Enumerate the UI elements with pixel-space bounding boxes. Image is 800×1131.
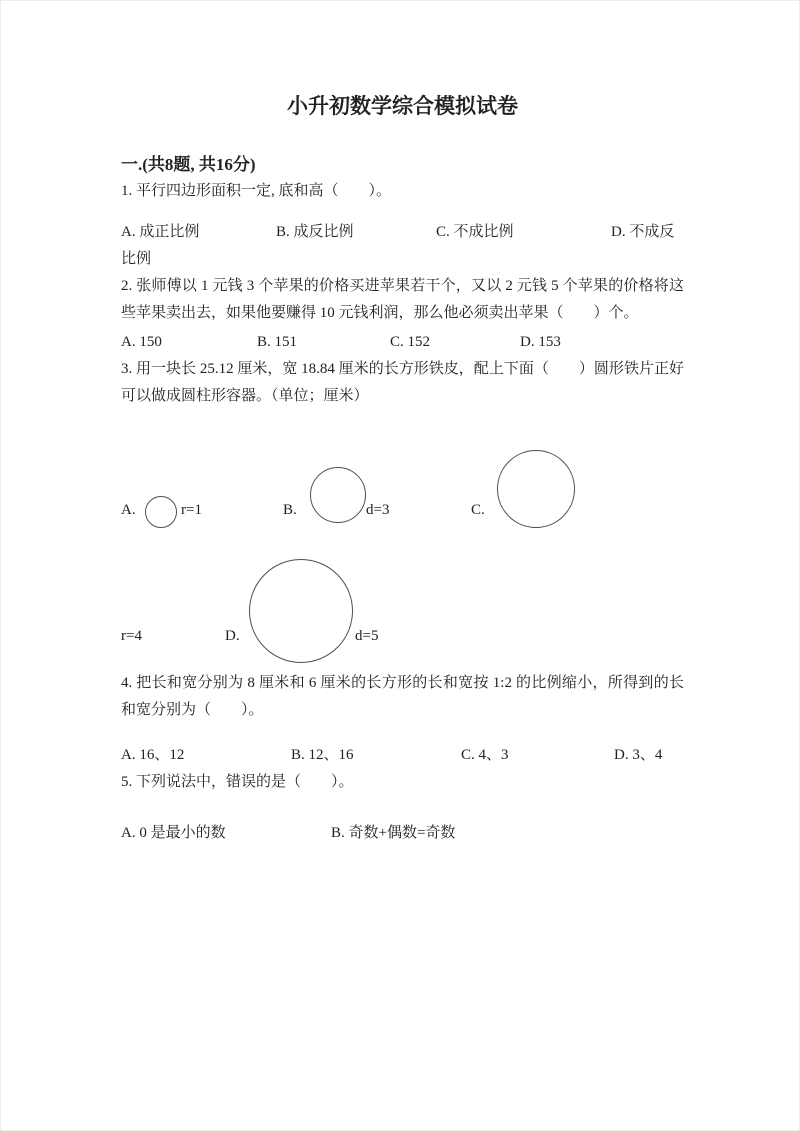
circle-b — [310, 467, 366, 523]
question-2-option-d: D. 153 — [520, 334, 561, 350]
question-5-text: 5. 下列说法中，错误的是（ ）。 — [121, 774, 354, 790]
circle-b-diameter-label: d=3 — [366, 502, 390, 518]
question-2-options — [121, 329, 684, 356]
circle-a-radius-label: r=1 — [181, 502, 202, 518]
question-1-option-d: D. 不成反比例 — [121, 224, 675, 267]
question-1-options — [121, 219, 684, 273]
circle-b-label: B. — [283, 502, 297, 518]
page-title: 小升初数学综合模拟试卷 — [287, 94, 518, 118]
circle-c-label: C. — [471, 502, 485, 518]
circle-c — [497, 450, 575, 528]
circle-d-diameter-label: d=5 — [355, 628, 379, 644]
question-5 — [121, 769, 684, 847]
section-header: 一.(共8题, 共16分) — [121, 155, 256, 174]
question-1-option-c: C. 不成比例 — [436, 224, 514, 240]
question-2-text: 2. 张师傅以 1 元钱 3 个苹果的价格买进苹果若干个，又以 2 元钱 5 个苹果的价格将这些苹果卖出去，如果他要赚得 10 元钱利润，那么他必须卖出苹果（ ）个。 — [121, 278, 684, 321]
question-2-option-a: A. 150 — [121, 334, 162, 350]
question-4-text: 4. 把长和宽分别为 8 厘米和 6 厘米的长方形的长和宽按 1:2 的比例缩小，所得到的长和宽分别为（ ）。 — [121, 675, 684, 718]
question-2-option-b: B. 151 — [257, 334, 298, 350]
question-3 — [121, 356, 684, 670]
question-4-options — [121, 742, 684, 769]
question-4-option-a: A. 16、12 — [121, 747, 185, 763]
question-2 — [121, 273, 684, 356]
question-1-option-a: A. 成正比例 — [121, 224, 200, 240]
circle-c-radius-label: r=4 — [121, 628, 142, 644]
question-2-option-c: C. 152 — [390, 334, 431, 350]
question-3-figure — [121, 442, 684, 670]
question-4-option-d: D. 3、4 — [614, 747, 663, 763]
circle-a-label: A. — [121, 502, 136, 518]
circle-d-label: D. — [225, 628, 240, 644]
question-4 — [121, 670, 684, 769]
question-1-option-b: B. 成反比例 — [276, 224, 354, 240]
question-5-option-a: A. 0 是最小的数 — [121, 825, 226, 841]
question-5-option-b: B. 奇数+偶数=奇数 — [331, 825, 456, 841]
question-1 — [121, 178, 684, 273]
question-4-option-b: B. 12、16 — [291, 747, 354, 763]
circle-a — [145, 496, 177, 528]
question-3-text: 3. 用一块长 25.12 厘米，宽 18.84 厘米的长方形铁皮，配上下面（ ）圆形铁片正好可以做成圆柱形容器。（单位；厘米） — [121, 361, 684, 404]
question-5-options — [121, 820, 684, 847]
question-1-text: 1. 平行四边形面积一定, 底和高（ ）。 — [121, 183, 392, 199]
circle-d — [249, 559, 353, 663]
question-4-option-c: C. 4、3 — [461, 747, 509, 763]
